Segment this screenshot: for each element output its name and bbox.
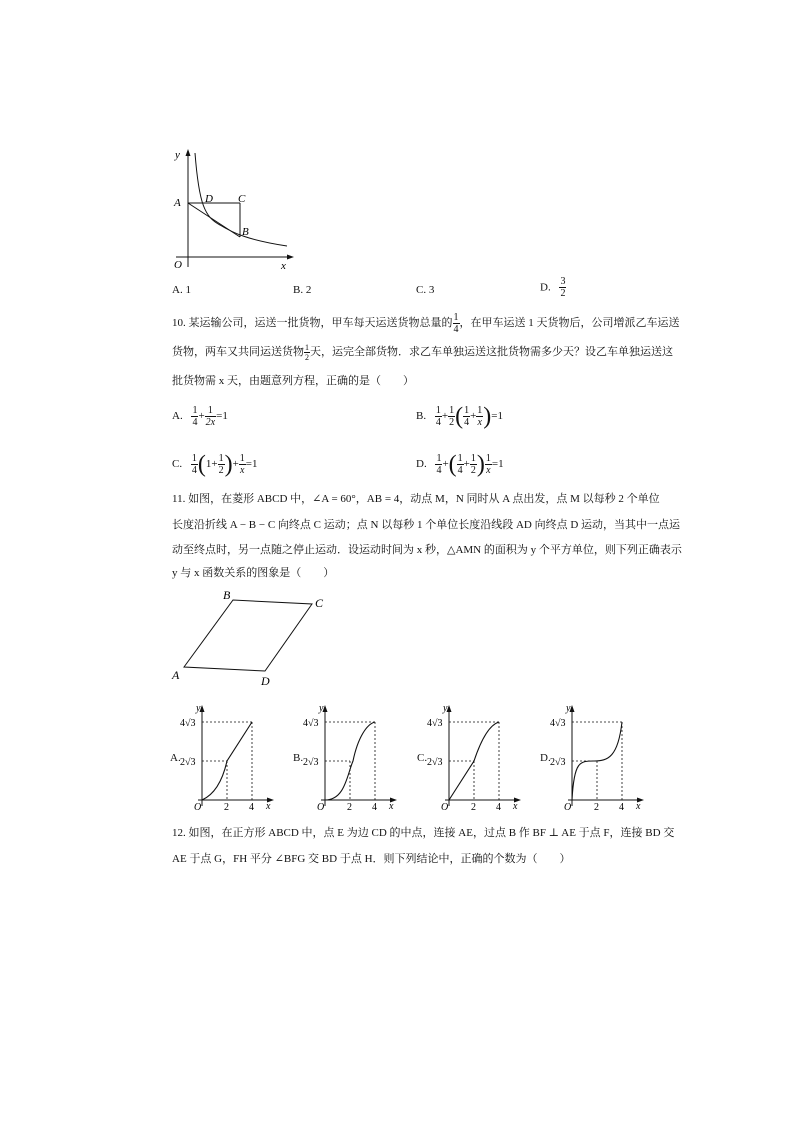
- q10-line3: 批货物需 x 天，由题意列方程，正确的是（ ）: [172, 375, 414, 387]
- q11-label-d: D: [261, 674, 270, 688]
- q10-c-one: 1: [205, 458, 212, 470]
- q11-graph-b-key: B.: [293, 752, 304, 764]
- q10-c-lparen: (: [197, 451, 206, 478]
- q11-rhombus-shape: [184, 600, 312, 671]
- q10-line2-frac-den: 2: [305, 352, 309, 362]
- q11-graph-b: [303, 703, 403, 811]
- q11-graph-b-x-label: x: [389, 801, 394, 811]
- q10-line2: [172, 340, 673, 364]
- q10-a-frac1-den: 4: [192, 416, 198, 428]
- q9-option-d-den: 2: [560, 288, 566, 299]
- q11-graph-d-key: D.: [540, 752, 551, 764]
- q10-b-frac4-num: 1: [477, 404, 483, 416]
- q9-label-a: A: [174, 197, 181, 209]
- q10-d-equals: =1: [491, 458, 504, 470]
- q11-graph-a-x-label: x: [266, 801, 271, 811]
- q9-x-arrow: [287, 255, 294, 260]
- q12-line1: 12. 如图，在正方形 ABCD 中，点 E 为边 CD 的中点，连接 AE，过点 B 作 BF ⊥ AE 于点 F，连接 BD 交: [172, 827, 675, 839]
- q10-b-frac1-num: 1: [435, 404, 441, 416]
- q11-graph-c-tick-2: 2: [471, 802, 476, 811]
- q10-option-a[interactable]: [172, 400, 228, 432]
- q11-graph-b-tick-4: 4: [372, 802, 377, 811]
- q10-d-frac4-den: x: [486, 464, 491, 476]
- q10-d-lparen: (: [448, 451, 457, 478]
- q9-option-a[interactable]: [172, 283, 191, 297]
- q10-d-frac3-den: 2: [470, 464, 476, 476]
- q10-c-plus2: +: [232, 458, 239, 470]
- q10-d-frac3-num: 1: [470, 452, 476, 464]
- q11-label-a: A: [172, 668, 180, 682]
- q10-b-rparen: ): [483, 403, 492, 430]
- q11-graph-d-tick-2: 2: [594, 802, 599, 811]
- q9-option-b-value: 2: [305, 284, 312, 296]
- q11-graph-d-tick-4: 4: [619, 802, 624, 811]
- q10-d-frac1-num: 1: [436, 452, 442, 464]
- q10-c-frac1-den: 4: [191, 464, 197, 476]
- q9-segment-ab: [188, 203, 240, 237]
- q10-line2-frac-num: 1: [305, 342, 309, 352]
- q10-option-a-key: A.: [172, 410, 183, 422]
- q9-label-b: B: [242, 226, 249, 238]
- q11-graph-b-top-label: 4√3: [303, 718, 319, 729]
- q10-d-plus2: +: [463, 458, 470, 470]
- q10-b-frac3-num: 1: [464, 404, 470, 416]
- q10-c-frac3: [239, 453, 246, 476]
- q10-d-frac4: [485, 453, 492, 476]
- q11-graph-c-y-label: y: [443, 703, 448, 714]
- q10-line1-frac-num: 1: [453, 311, 459, 323]
- q11-rhombus: [168, 585, 338, 690]
- q11-graph-d-origin-label: O: [564, 802, 572, 811]
- q10-a-equals: =1: [216, 410, 228, 422]
- q9-option-a-value: 1: [185, 284, 191, 296]
- q10-c-frac2: [218, 453, 225, 476]
- q10-c-frac1-num: 1: [191, 452, 197, 464]
- q10-b-frac1: [435, 405, 442, 428]
- q9-option-d-num: 3: [560, 276, 566, 287]
- q11-label-c: C: [315, 596, 324, 610]
- q10-b-frac2: [448, 405, 455, 428]
- q11-graph-d-mid-label: 2√3: [550, 757, 566, 768]
- q10-a-frac2-num: 1: [205, 405, 216, 417]
- q10-d-frac2: [457, 453, 464, 476]
- q10-b-plus2: +: [470, 410, 477, 422]
- q10-line1-post: ，在甲车运送 1 天货物后，公司增派乙车运送: [459, 317, 680, 329]
- q9-option-d-fraction: [559, 276, 566, 299]
- q10-b-frac3-den: 4: [464, 416, 470, 428]
- q9-label-o: O: [174, 259, 182, 271]
- q10-c-frac1: [191, 453, 198, 476]
- q10-b-plus: +: [441, 410, 449, 422]
- q11-graph-c-mid-label: 2√3: [427, 757, 443, 768]
- q10-line2-post: 天，运完全部货物．求乙车单独运送这批货物需多少天？设乙车单独运送这: [310, 346, 673, 358]
- q10-d-frac2-den: 4: [457, 464, 463, 476]
- q9-option-c-value: 3: [428, 284, 435, 296]
- q10-line1-pre: 某运输公司，运送一批货物，甲车每天运送货物总量的: [188, 317, 453, 329]
- q11-graph-a-y-label: y: [196, 703, 201, 714]
- q10-a-frac2-den: 2x: [205, 416, 216, 428]
- q11-graph-d: [550, 703, 650, 811]
- q11-graph-d-curve: [572, 722, 622, 800]
- q10-a-frac1-num: 1: [192, 404, 198, 416]
- q10-b-frac4-den: x: [477, 416, 482, 428]
- q11-graph-a-tick-2: 2: [224, 802, 229, 811]
- q11-graph-a-mid-label: 2√3: [180, 757, 196, 768]
- q10-b-frac3: [463, 405, 470, 428]
- q9-option-b-key: B.: [293, 284, 304, 296]
- q10-c-plus: +: [211, 458, 218, 470]
- q10-b-equals: =1: [491, 410, 503, 422]
- q10-line1: [172, 310, 680, 336]
- q11-graph-d-y-label: y: [566, 703, 571, 714]
- q9-label-d: D: [205, 193, 213, 205]
- q9-option-d-key: D.: [540, 281, 551, 294]
- q10-option-b[interactable]: [416, 400, 503, 432]
- q11-graph-a-key: A.: [170, 752, 181, 764]
- q11-graph-c-x-label: x: [513, 801, 518, 811]
- q10-c-frac2-den: 2: [218, 464, 224, 476]
- q10-line1-frac-den: 4: [453, 323, 459, 335]
- q10-option-b-key: B.: [416, 410, 427, 422]
- q9-option-b[interactable]: [293, 283, 311, 297]
- q10-b-frac1-den: 4: [435, 416, 441, 428]
- q11-graph-a: [180, 703, 280, 811]
- q9-option-c-key: C.: [416, 284, 427, 296]
- q11-graph-a-tick-4: 4: [249, 802, 254, 811]
- q10-option-c-key: C.: [172, 458, 183, 470]
- q10-c-equals: =1: [245, 458, 258, 470]
- q9-option-a-key: A.: [172, 284, 183, 296]
- q10-c-frac2-num: 1: [218, 452, 224, 464]
- q10-c-frac3-den: x: [240, 464, 245, 476]
- q11-graph-c-curve: [449, 722, 499, 800]
- q9-option-d[interactable]: [540, 276, 566, 299]
- q11-graph-b-mid-label: 2√3: [303, 757, 319, 768]
- q10-option-d-key: D.: [416, 458, 427, 470]
- q10-line1-fraction: [453, 312, 460, 335]
- q11-line4: y 与 x 函数关系的图象是（ ）: [172, 567, 335, 579]
- q9-y-arrow: [186, 149, 191, 156]
- q11-line3: 动至终点时，另一点随之停止运动．设运动时间为 x 秒，△AMN 的面积为 y 个平方单位，则下列正确表示: [172, 544, 682, 556]
- q10-b-frac2-den: 2: [449, 416, 455, 428]
- q10-d-frac4-num: 1: [485, 452, 491, 464]
- q11-graph-c-origin-label: O: [441, 802, 449, 811]
- q11-graph-a-curve: [202, 722, 252, 800]
- q11-graph-a-top-label: 4√3: [180, 718, 196, 729]
- q10-number: 10.: [172, 317, 186, 329]
- q10-b-lparen: (: [455, 403, 464, 430]
- q11-graph-c-tick-4: 4: [496, 802, 501, 811]
- q11-graph-b-origin-label: O: [317, 802, 325, 811]
- q11-graph-b-y-label: y: [319, 703, 324, 714]
- q10-line2-pre: 货物，两车又共同运送货物: [172, 346, 304, 358]
- q10-c-frac3-num: 1: [239, 452, 245, 464]
- q10-c-rparen: ): [224, 451, 233, 478]
- q9-label-c: C: [238, 193, 246, 205]
- q11-line1: 11. 如图，在菱形 ABCD 中，∠A = 60°，AB = 4，动点 M，N 同时从 A 点出发，点 M 以每秒 2 个单位: [172, 493, 660, 505]
- q9-label-y: y: [175, 149, 180, 161]
- q11-graph-c: [427, 703, 527, 811]
- q11-graph-c-top-label: 4√3: [427, 718, 443, 729]
- q9-graph: [168, 145, 298, 275]
- q10-d-frac1-den: 4: [436, 464, 442, 476]
- q9-label-x: x: [281, 260, 286, 272]
- q11-graph-a-origin-label: O: [194, 802, 202, 811]
- q11-line2: 长度沿折线 A − B − C 向终点 C 运动；点 N 以每秒 1 个单位长度沿线段 AD 向终点 D 运动，当其中一点运: [172, 519, 681, 531]
- q10-b-frac2-num: 1: [449, 404, 455, 416]
- q9-option-c[interactable]: [416, 283, 434, 297]
- q11-label-b: B: [223, 588, 231, 602]
- q10-a-frac2: [205, 405, 216, 428]
- q10-d-frac3: [470, 453, 477, 476]
- q10-option-c[interactable]: [172, 448, 258, 480]
- q10-d-plus: +: [442, 458, 449, 470]
- q11-graph-c-key: C.: [417, 752, 428, 764]
- q12-line2: AE 于点 G，FH 平分 ∠BFG 交 BD 于点 H．则下列结论中，正确的个数为（ ）: [172, 853, 571, 865]
- q10-d-rparen: ): [476, 451, 485, 478]
- q10-option-d[interactable]: [416, 448, 504, 480]
- q10-d-frac2-num: 1: [457, 452, 463, 464]
- q11-graph-d-x-label: x: [636, 801, 641, 811]
- q11-graph-d-top-label: 4√3: [550, 718, 566, 729]
- q11-graph-b-tick-2: 2: [347, 802, 352, 811]
- q10-a-plus: +: [198, 410, 205, 422]
